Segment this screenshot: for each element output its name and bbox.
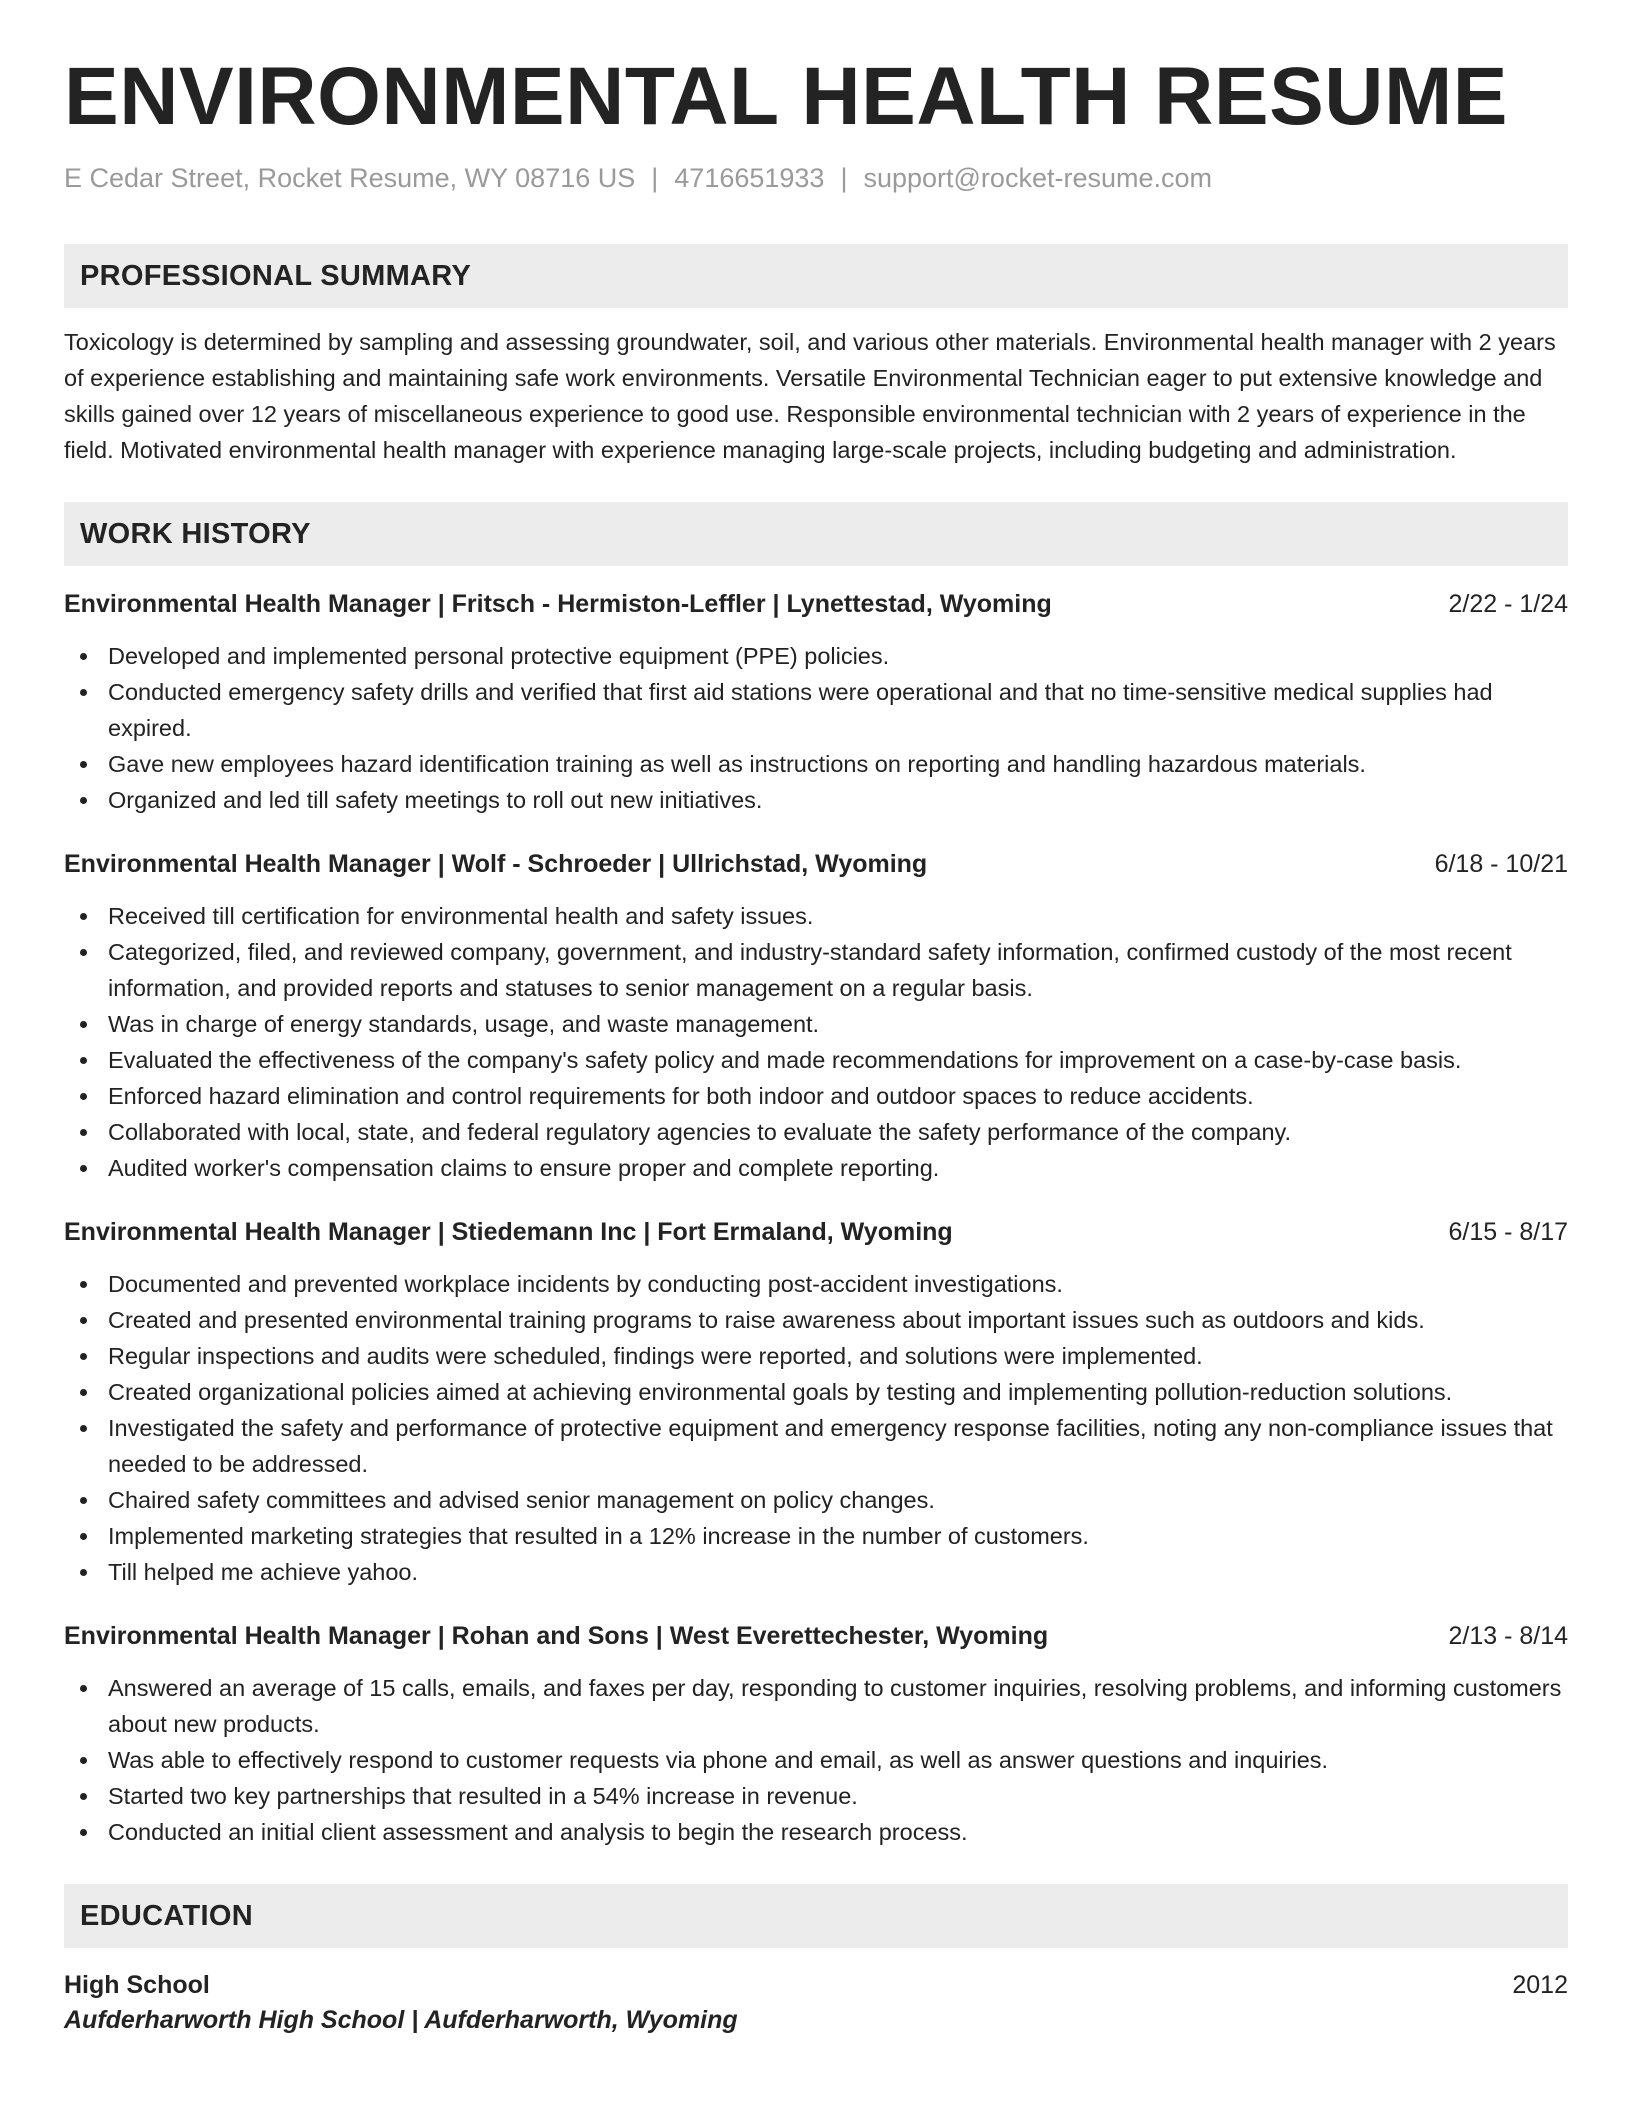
job-title: Environmental Health Manager | Wolf - Schroeder | Ullrichstad, Wyoming (64, 850, 928, 879)
job-bullets (64, 1670, 1568, 1850)
job-bullet: Evaluated the effectiveness of the company's safety policy and made recommendations for improvement on a case-by-case basis. (64, 1042, 1568, 1078)
job-bullet: Enforced hazard elimination and control requirements for both indoor and outdoor spaces to reduce accidents. (64, 1078, 1568, 1114)
job-bullet: Started two key partnerships that resulted in a 54% increase in revenue. (64, 1778, 1568, 1814)
job-bullets (64, 1266, 1568, 1590)
education-entry (64, 1968, 1568, 2038)
education-year: 2012 (1512, 1971, 1568, 2000)
section-header-education: EDUCATION (64, 1884, 1568, 1948)
contact-separator: | (651, 163, 659, 193)
job-title: Environmental Health Manager | Fritsch - Hermiston-Leffler | Lynettestad, Wyoming (64, 590, 1052, 619)
job-dates: 6/15 - 8/17 (1448, 1218, 1568, 1247)
job-dates: 6/18 - 10/21 (1434, 850, 1568, 879)
resume-title: ENVIRONMENTAL HEALTH RESUME (64, 51, 1508, 142)
job-header (64, 1620, 1568, 1652)
section-header-summary: PROFESSIONAL SUMMARY (64, 244, 1568, 308)
job-header (64, 848, 1568, 880)
job-bullet: Conducted an initial client assessment and analysis to begin the research process. (64, 1814, 1568, 1850)
job-bullets (64, 638, 1568, 818)
contact-separator: | (840, 163, 848, 193)
contact-line (64, 162, 1568, 194)
job-entry (64, 1620, 1568, 1850)
job-bullet: Answered an average of 15 calls, emails, and faxes per day, responding to customer inquiries, resolving problems, and informing customers about new products. (64, 1670, 1568, 1742)
job-entry (64, 848, 1568, 1186)
summary-text: Toxicology is determined by sampling and assessing groundwater, soil, and various other materials. Environmental health manager with 2 years of experience establishing and maintaining safe work environments. Versatile Environmental Technician eager to put extensive knowledge and skills gained over 12 years of miscellaneous experience to good use. Responsible environmental technician with 2 years of experience in the field. Motivated environmental health manager with experience managing large-scale projects, including budgeting and administration. (64, 329, 1556, 464)
job-bullet: Audited worker's compensation claims to ensure proper and complete reporting. (64, 1150, 1568, 1186)
job-bullet: Collaborated with local, state, and federal regulatory agencies to evaluate the safety performance of the company. (64, 1114, 1568, 1150)
education-school: Aufderharworth High School | Aufderharworth, Wyoming (64, 2006, 738, 2035)
contact-address: E Cedar Street, Rocket Resume, WY 08716 US (64, 163, 636, 193)
job-bullet: Chaired safety committees and advised senior management on policy changes. (64, 1482, 1568, 1518)
job-entry (64, 1216, 1568, 1590)
job-bullet: Gave new employees hazard identification training as well as instructions on reporting and handling hazardous materials. (64, 746, 1568, 782)
job-header (64, 1216, 1568, 1248)
job-bullet: Created organizational policies aimed at achieving environmental goals by testing and implementing pollution-reduction solutions. (64, 1374, 1568, 1410)
job-bullet: Till helped me achieve yahoo. (64, 1554, 1568, 1590)
job-bullet: Was able to effectively respond to customer requests via phone and email, as well as answer questions and inquiries. (64, 1742, 1568, 1778)
job-entry (64, 588, 1568, 818)
job-bullet: Regular inspections and audits were scheduled, findings were reported, and solutions were implemented. (64, 1338, 1568, 1374)
education-header (64, 1968, 1568, 2002)
job-bullet: Investigated the safety and performance of protective equipment and emergency response facilities, noting any non-compliance issues that needed to be addressed. (64, 1410, 1568, 1482)
job-title: Environmental Health Manager | Stiedemann Inc | Fort Ermaland, Wyoming (64, 1218, 953, 1247)
job-dates: 2/13 - 8/14 (1448, 1622, 1568, 1651)
job-bullet: Categorized, filed, and reviewed company, government, and industry-standard safety information, confirmed custody of the most recent information, and provided reports and statuses to senior management on a regular basis. (64, 934, 1568, 1006)
job-header (64, 588, 1568, 620)
job-bullet: Developed and implemented personal protective equipment (PPE) policies. (64, 638, 1568, 674)
job-bullets (64, 898, 1568, 1186)
job-bullet: Implemented marketing strategies that resulted in a 12% increase in the number of customers. (64, 1518, 1568, 1554)
contact-phone: 4716651933 (674, 163, 825, 193)
job-bullet: Was in charge of energy standards, usage, and waste management. (64, 1006, 1568, 1042)
job-bullet: Organized and led till safety meetings to roll out new initiatives. (64, 782, 1568, 818)
job-dates: 2/22 - 1/24 (1448, 590, 1568, 619)
job-bullet: Conducted emergency safety drills and verified that first aid stations were operational and that no time-sensitive medical supplies had expired. (64, 674, 1568, 746)
education-degree: High School (64, 1971, 210, 2000)
section-header-work-history: WORK HISTORY (64, 502, 1568, 566)
job-bullet: Documented and prevented workplace incidents by conducting post-accident investigations. (64, 1266, 1568, 1302)
job-bullet: Created and presented environmental training programs to raise awareness about important issues such as outdoors and kids. (64, 1302, 1568, 1338)
job-title: Environmental Health Manager | Rohan and Sons | West Everettechester, Wyoming (64, 1622, 1049, 1651)
job-bullet: Received till certification for environmental health and safety issues. (64, 898, 1568, 934)
contact-email: support@rocket-resume.com (863, 163, 1212, 193)
